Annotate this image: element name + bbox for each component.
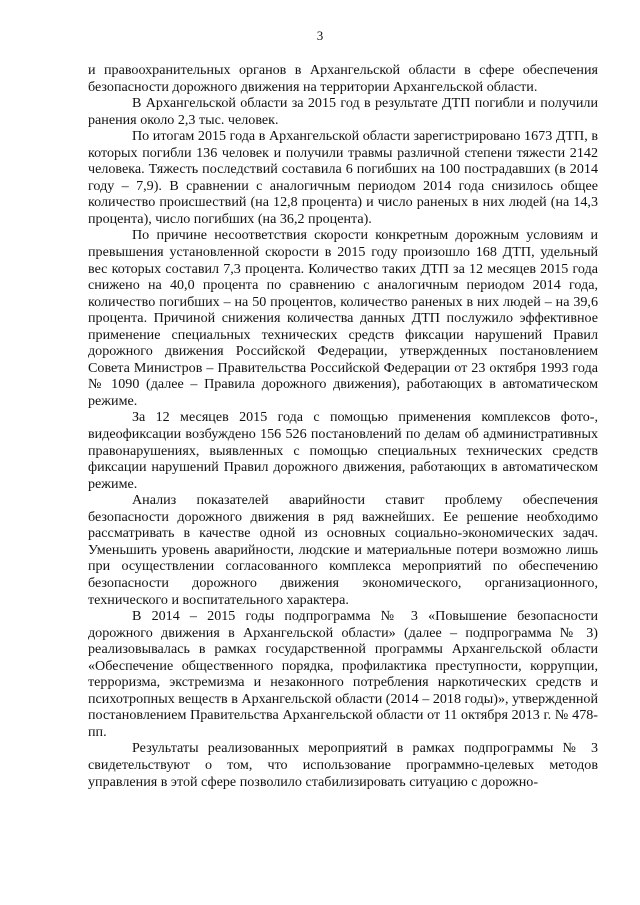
paragraph-speeding-causes: По причине несоответствия скорости конкретным дорожным условиям и превышения установленной скорости в 2015 году произошло 168 ДТП, удельный вес которых составил 7,3 процента. Количество таких ДТП за 12 месяцев 2015 года снижено на 40,0 процента по сравнению с аналогичным периодом 2014 года, количество погибших – на 50 процентов, количество раненых в них людей – на 39,6 процента. Причиной снижения количества данных ДТП послужило эффективное применение специальных технических средств фиксации нарушений Правил дорожного движения Российской Федерации, утвержденных постановлением Совета Министров – Правительства Российской Федерации от 23 октября 1993 года № 1090 (далее – Правила дорожного движения), работающих в автоматическом режиме. [88,227,598,409]
document-body [88,62,598,790]
paragraph-subprogram-3: В 2014 – 2015 годы подпрограмма № 3 «Повышение безопасности дорожного движения в Архангельской области» (далее – подпрограмма № 3) реализовывалась в рамках государственной программы Архангельской области «Обеспечение общественного порядка, профилактика преступности, коррупции, терроризма, экстремизма и незаконного потребления наркотических средств и психотропных веществ в Архангельской области (2014 – 2018 годы)», утвержденной постановлением Правительства Архангельской области от 11 октября 2013 г. № 478-пп. [88,608,598,740]
paragraph-continuation: и правоохранительных органов в Архангельской области в сфере обеспечения безопасности дорожного движения на территории Архангельской области. [88,62,598,95]
page-number: 3 [316,28,324,43]
paragraph-photo-video-enforcement: За 12 месяцев 2015 года с помощью применения комплексов фото-, видеофиксации возбуждено 156 526 постановлений по делам об административных правонарушениях, выявленных с помощью специальных технических средств фиксации нарушений Правил дорожного движения, работающих в автоматическом режиме. [88,409,598,492]
paragraph-results: Результаты реализованных мероприятий в рамках подпрограммы № 3 свидетельствуют о том, что использование программно-целевых методов управления в этой сфере позволило стабилизировать ситуацию с дорожно- [88,740,598,790]
paragraph-casualties-summary: В Архангельской области за 2015 год в результате ДТП погибли и получили ранения около 2,3 тыс. человек. [88,95,598,128]
paragraph-2015-statistics: По итогам 2015 года в Архангельской области зарегистрировано 1673 ДТП, в которых погибли 136 человек и получили травмы различной степени тяжести 2142 человека. Тяжесть последствий составила 6 погибших на 100 пострадавших (в 2014 году – 7,9). В сравнении с аналогичным периодом 2014 года снизилось общее количество происшествий (на 12,8 процента) и число раненых в них людей (на 14,3 процента), число погибших (на 36,2 процента). [88,128,598,227]
paragraph-accident-analysis: Анализ показателей аварийности ставит проблему обеспечения безопасности дорожного движения в ряд важнейших. Ее решение необходимо рассматривать в качестве одной из основных социально-экономических задач. Уменьшить уровень аварийности, людские и материальные потери возможно лишь при осуществлении согласованного комплекса мероприятий по обеспечению безопасности дорожного движения экономического, организационного, технического и воспитательного характера. [88,492,598,608]
